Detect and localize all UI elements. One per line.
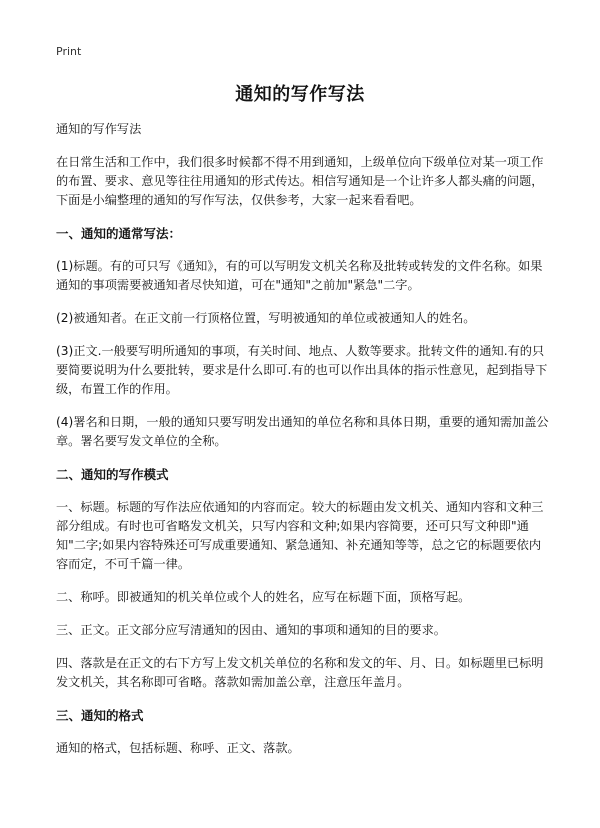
section2-paragraph: 一、标题。标题的写作法应依通知的内容而定。较大的标题由发文机关、通知内容和文种三部分组成。有时也可省略发文机关，只写内容和文种;如果内容简要，还可只写文种即"通知"二字;如果内容特殊还可写成重要通知、紧急通知、补充通知等等，总之它的标题要依内容而定，不可千篇一律。 <box>56 500 544 571</box>
print-label: Print <box>56 45 82 58</box>
section1-paragraph: (2)被通知者。在正文前一行顶格位置，写明被通知的单位或被通知人的姓名。 <box>56 311 476 325</box>
document-body <box>56 120 552 772</box>
page-title: 通知的写作写法 <box>235 84 365 105</box>
section2-paragraph: 四、落款是在正文的右下方写上发文机关单位的名称和发文的年、月、日。如标题里已标明发文机关，其名称即可省略。落款如需加盖公章，注意压年盖月。 <box>56 656 544 689</box>
section-heading-3: 三、通知的格式 <box>56 708 144 723</box>
document-subtitle: 通知的写作写法 <box>56 122 142 136</box>
section1-paragraph: (3)正文.一般要写明所通知的事项，有关时间、地点、人数等要求。批转文件的通知.有的只要简要说明为什么要批转，要求是什么即可.有的也可以作出具体的指示性意见，起到指导下级，布置工作的作用。 <box>56 344 548 396</box>
section-heading-1: 一、通知的通常写法： <box>56 226 182 241</box>
section-heading-2: 二、通知的写作模式 <box>56 467 169 482</box>
section1-paragraph: (1)标题。有的可只写《通知》，有的可以写明发文机关名称及批转或转发的文件名称。如果通知的事项需要被通知者尽快知道，可在"通知"之前加"紧急"二字。 <box>56 259 543 292</box>
section1-paragraph: (4)署名和日期，一般的通知只要写明发出通知的单位名称和具体日期，重要的通知需加盖公章。署名要写发文单位的全称。 <box>56 415 549 448</box>
section2-paragraph: 三、正文。正文部分应写清通知的因由、通知的事项和通知的目的要求。 <box>56 623 446 637</box>
intro-paragraph: 在日常生活和工作中，我们很多时候都不得不用到通知，上级单位向下级单位对某一项工作的布置、要求、意见等往往用通知的形式传达。相信写通知是一个让许多人都头痛的问题，下面是小编整理的通知的写作写法，仅供参考，大家一起来看看吧。 <box>56 155 544 207</box>
section3-paragraph: 通知的格式，包括标题、称呼、正文、落款。 <box>56 741 300 755</box>
section2-paragraph: 二、称呼。即被通知的机关单位或个人的姓名，应写在标题下面，顶格写起。 <box>56 590 471 604</box>
